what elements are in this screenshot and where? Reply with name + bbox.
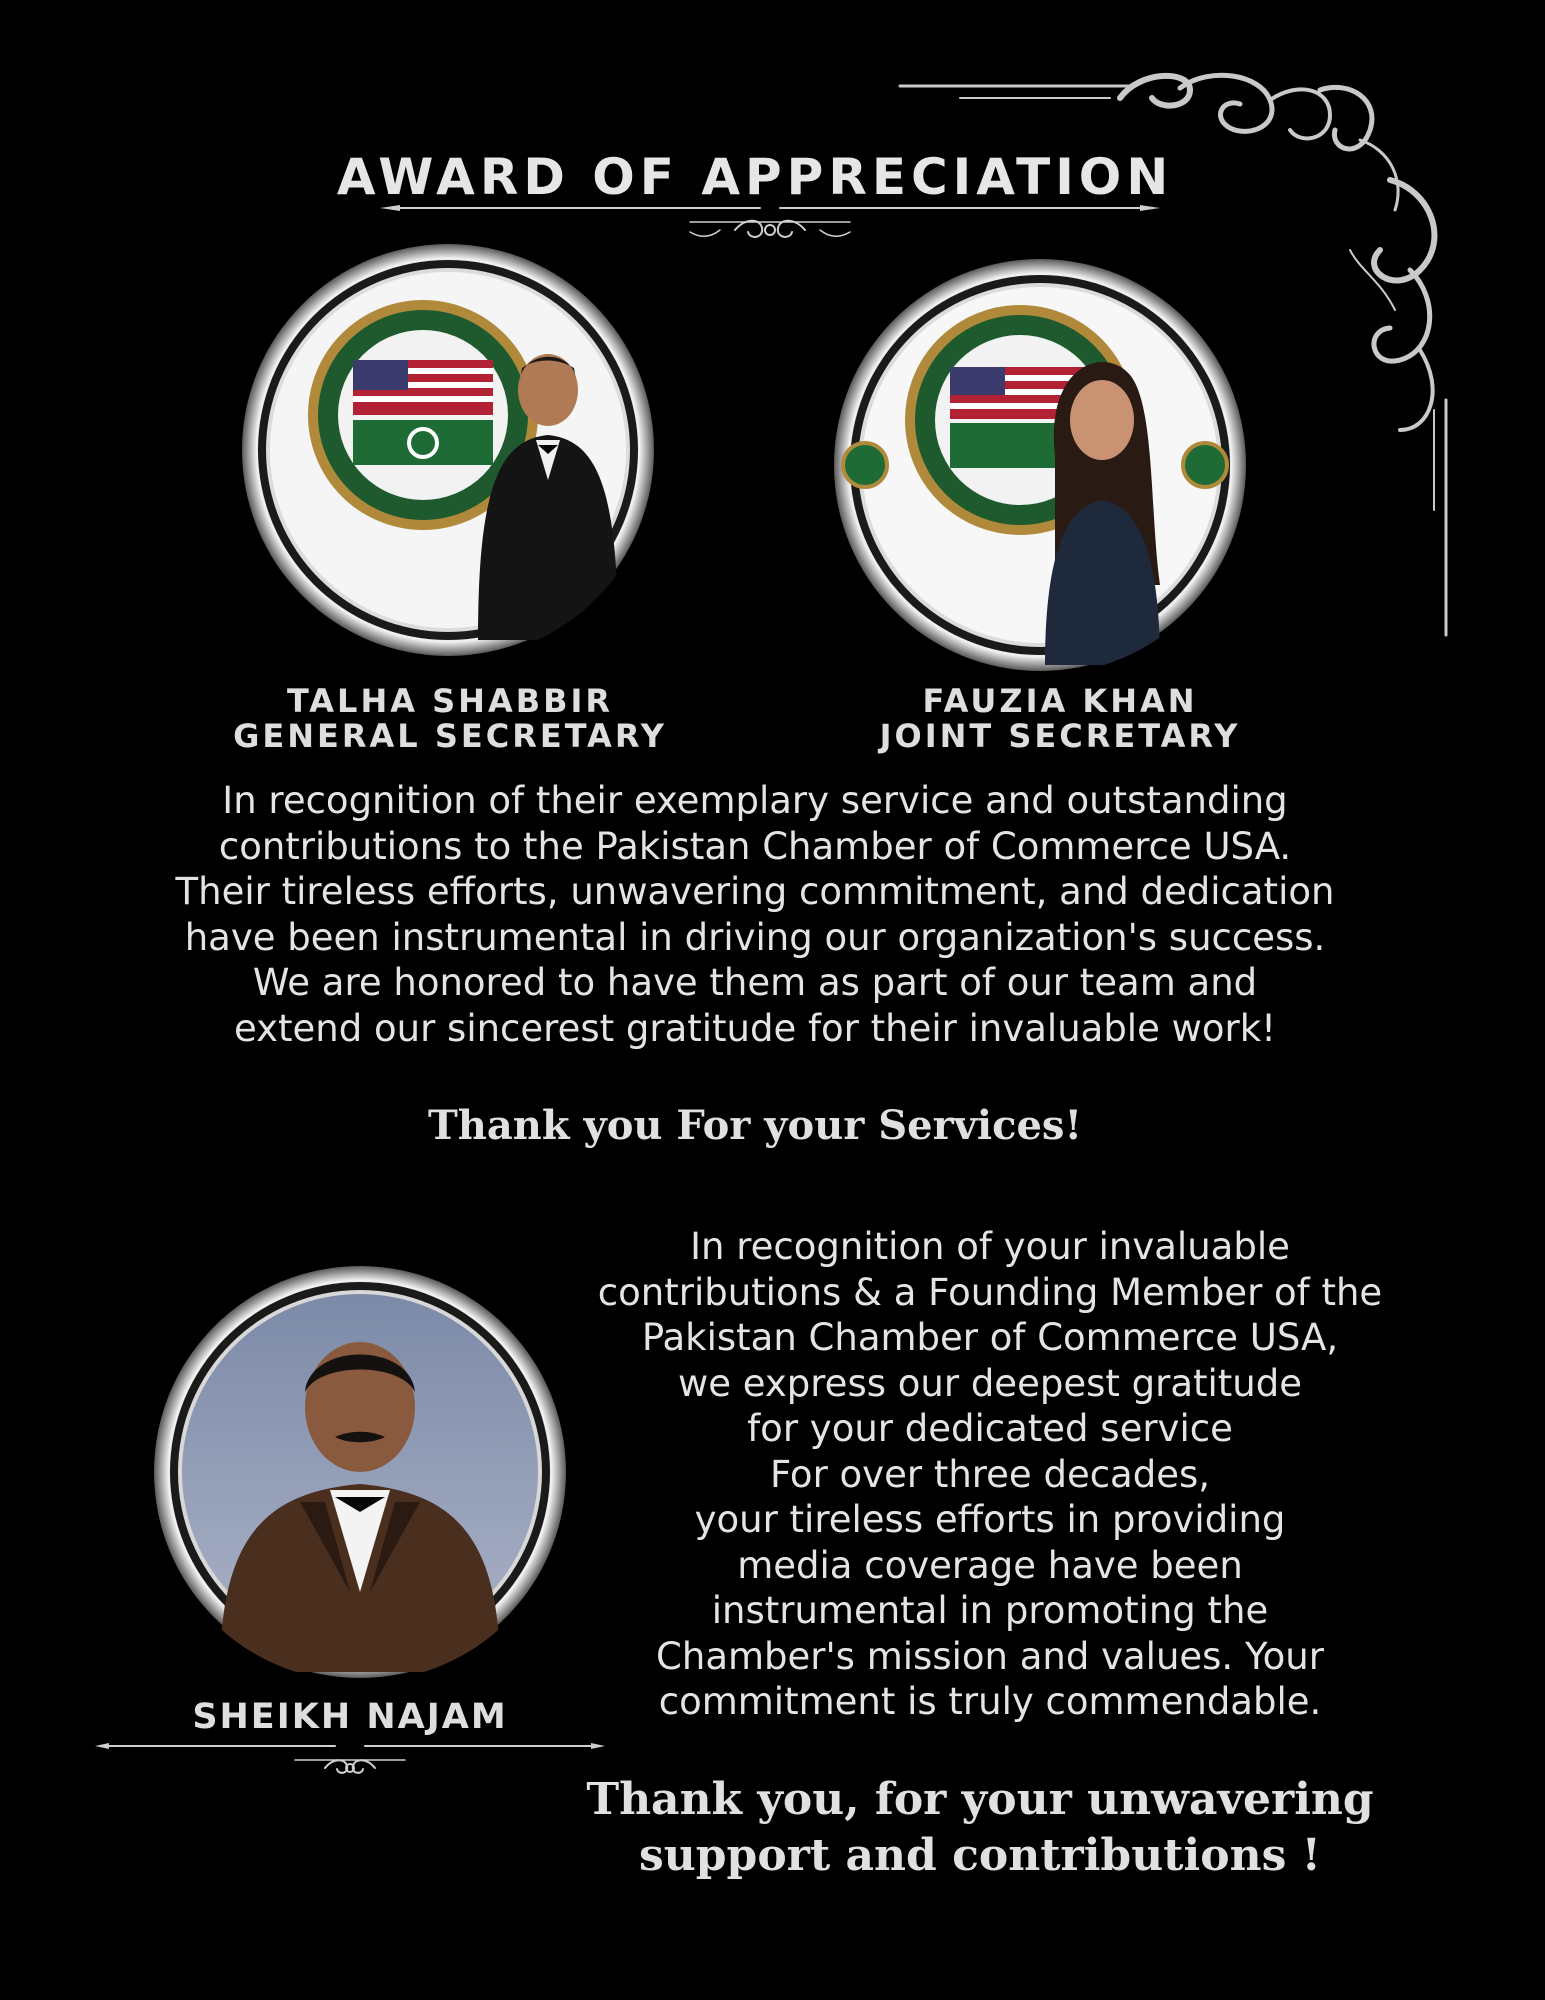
paragraph2-line: contributions & a Founding Member of the [597, 1270, 1383, 1314]
paragraph2-line: your tireless efforts in providing [694, 1498, 1286, 1541]
honoree-1-role: GENERAL SECRETARY [233, 717, 667, 755]
portrait-sheikh-najam [150, 1262, 570, 1682]
founder-divider-ornament [95, 1738, 605, 1780]
paragraph2-line: commitment is truly commendable. [658, 1680, 1322, 1723]
paragraph2-line: For over three decades, [769, 1452, 1211, 1496]
thank-you-services: Thank you For your Services! [427, 1102, 1083, 1149]
honoree-1-caption [150, 684, 750, 754]
title-divider-ornament [380, 200, 1160, 250]
paragraph2-line: we express our deepest gratitude [678, 1361, 1302, 1405]
award-title: AWARD OF APPRECIATION [336, 148, 1174, 206]
honoree-1-name: TALHA SHABBIR [286, 682, 614, 720]
thank-you-support [540, 1772, 1420, 1884]
portrait-talha-shabbir [238, 240, 658, 660]
appreciation-paragraph [40, 778, 1470, 1051]
honoree-2-role: JOINT SECRETARY [879, 717, 1241, 755]
honoree-2-caption [770, 684, 1350, 754]
paragraph1-line: contributions to the Pakistan Chamber of Commerce USA. [218, 824, 1292, 868]
thanks2-line: support and contributions ! [639, 1830, 1321, 1881]
paragraph2-line: media coverage have been [737, 1543, 1243, 1587]
founder-paragraph [540, 1224, 1440, 1725]
portrait-fauzia-khan [830, 255, 1250, 675]
paragraph1-line: have been instrumental in driving our organization's success. [184, 915, 1326, 959]
paragraph2-line: instrumental in promoting the [711, 1589, 1269, 1632]
paragraph2-line: In recognition of your invaluable [690, 1225, 1290, 1268]
paragraph2-line: Chamber's mission and values. Your [656, 1634, 1324, 1678]
paragraph1-line: Their tireless efforts, unwavering commitment, and dedication [175, 870, 1335, 913]
paragraph1-line: extend our sincerest gratitude for their invaluable work! [234, 1006, 1276, 1050]
thanks2-line: Thank you, for your unwavering [586, 1774, 1374, 1825]
paragraph1-line: In recognition of their exemplary service and outstanding [222, 779, 1288, 822]
paragraph2-line: Pakistan Chamber of Commerce USA, [641, 1316, 1339, 1359]
founder-name: SHEIKH NAJAM [192, 1697, 508, 1737]
paragraph2-line: for your dedicated service [747, 1407, 1233, 1450]
paragraph1-line: We are honored to have them as part of our team and [252, 961, 1258, 1004]
honoree-2-name: FAUZIA KHAN [922, 682, 1198, 720]
